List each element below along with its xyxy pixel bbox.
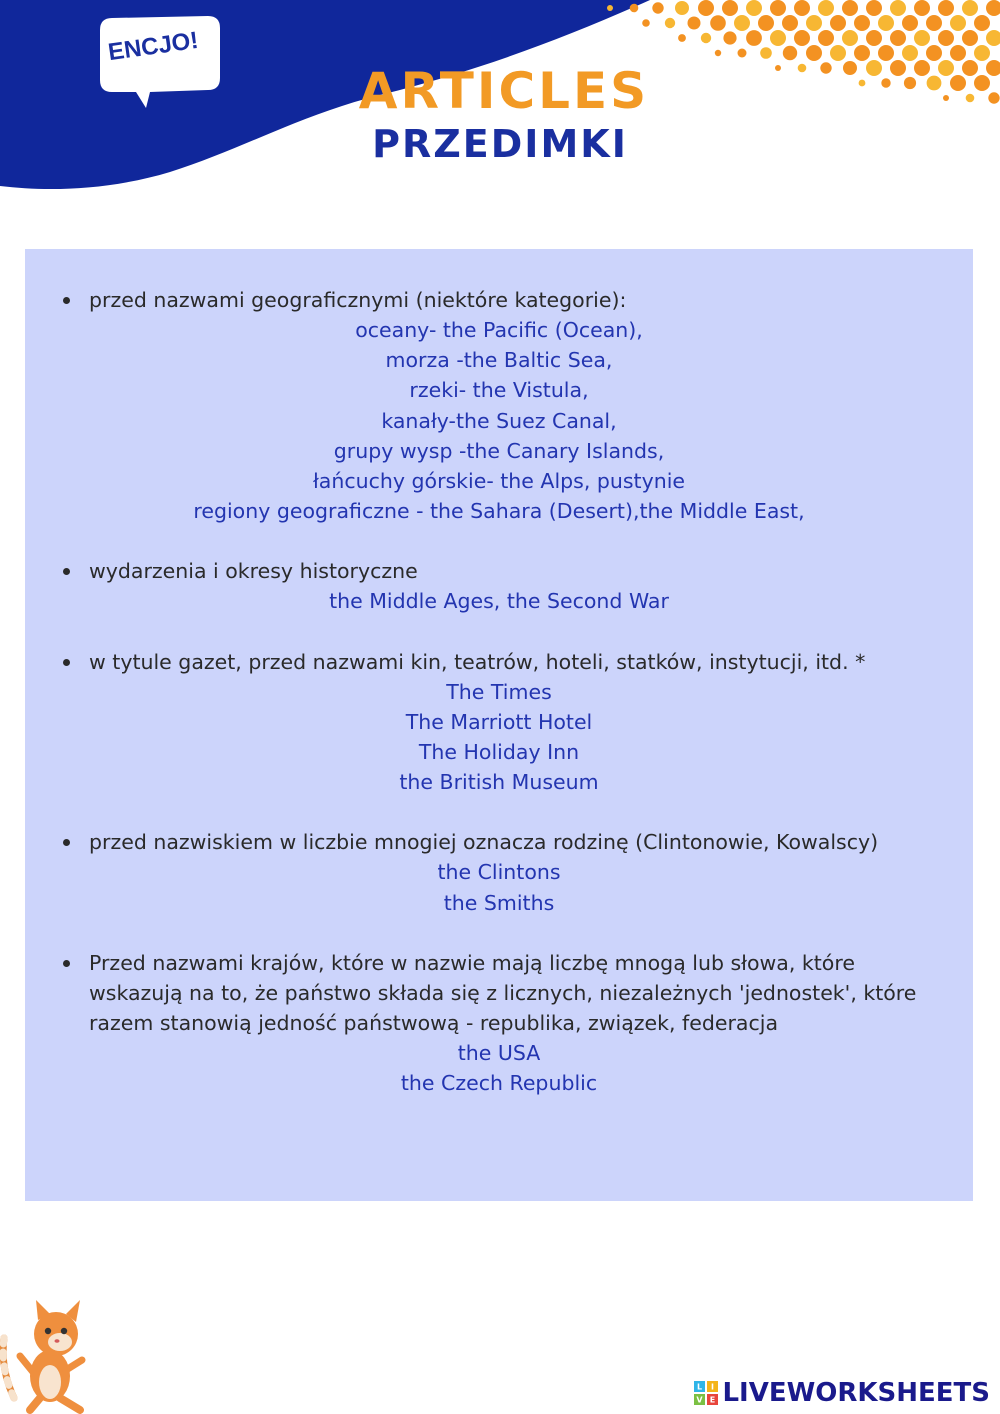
orange-dot bbox=[830, 15, 846, 31]
orange-dot bbox=[760, 47, 772, 59]
orange-dot bbox=[806, 45, 822, 61]
orange-dot bbox=[890, 0, 906, 16]
orange-dot bbox=[701, 33, 711, 43]
orange-dot bbox=[830, 45, 846, 61]
orange-dot bbox=[950, 45, 966, 61]
orange-dot bbox=[974, 15, 990, 31]
orange-dot bbox=[866, 0, 882, 16]
orange-dot bbox=[986, 30, 1000, 46]
orange-dot bbox=[794, 30, 810, 46]
orange-dot bbox=[715, 50, 721, 56]
orange-dot bbox=[688, 17, 701, 30]
orange-dot bbox=[962, 0, 978, 16]
orange-dot bbox=[878, 15, 894, 31]
example-line: morza -the Baltic Sea, bbox=[385, 348, 613, 373]
footer-brand bbox=[694, 1378, 990, 1408]
example-line: łańcuchy górskie- the Alps, pustynie bbox=[312, 469, 686, 494]
example-line: the Czech Republic bbox=[400, 1071, 598, 1096]
example-line: grupy wysp -the Canary Islands, bbox=[333, 438, 665, 463]
example-line: The Times bbox=[446, 679, 552, 704]
orange-dot bbox=[770, 30, 786, 46]
orange-dot bbox=[854, 15, 870, 31]
orange-dot bbox=[878, 45, 894, 61]
orange-dot bbox=[842, 30, 858, 46]
orange-dot bbox=[746, 30, 762, 46]
content-panel bbox=[25, 249, 973, 1201]
section-heading: Przed nazwami krajów, które w nazwie mają liczbę mnogą lub słowa, które wskazują na to, że państwo składa się z licznych, niezależnych 'jednostek', które razem stanowią jedność państwową - republika, związek, federacja bbox=[63, 948, 949, 1038]
logo-text: ENCJO! bbox=[106, 26, 201, 67]
orange-dot bbox=[758, 15, 774, 31]
orange-dot bbox=[866, 30, 882, 46]
orange-dot bbox=[710, 15, 726, 31]
example-line: rzeki- the Vistula, bbox=[409, 378, 589, 403]
page-title: ARTICLES bbox=[358, 62, 650, 120]
example-line: the Clintons bbox=[437, 860, 561, 885]
orange-dot bbox=[806, 15, 822, 31]
orange-dot bbox=[902, 15, 918, 31]
orange-dot bbox=[902, 45, 918, 61]
orange-dot bbox=[652, 2, 663, 13]
cat-illustration bbox=[0, 1298, 110, 1414]
section-historical bbox=[63, 556, 949, 616]
orange-dot bbox=[974, 45, 990, 61]
section-families bbox=[63, 827, 949, 917]
orange-dot bbox=[734, 15, 750, 31]
orange-dot bbox=[783, 46, 797, 60]
orange-dot bbox=[962, 30, 978, 46]
section-heading: w tytule gazet, przed nazwami kin, teatrów, hoteli, statków, instytucji, itd. * bbox=[63, 647, 949, 677]
orange-dot bbox=[770, 0, 786, 16]
section-geographic bbox=[63, 285, 949, 526]
orange-dot bbox=[665, 18, 675, 28]
orange-dot bbox=[630, 4, 639, 13]
orange-dot bbox=[738, 49, 747, 58]
orange-dot bbox=[782, 15, 798, 31]
example-line: oceany- the Pacific (Ocean), bbox=[355, 318, 643, 342]
section-countries bbox=[63, 948, 949, 1098]
orange-dot bbox=[818, 0, 834, 16]
page-subtitle: PRZEDIMKI bbox=[372, 122, 628, 166]
liveworksheets-icon bbox=[694, 1381, 718, 1405]
orange-dot bbox=[950, 15, 966, 31]
orange-dot bbox=[698, 0, 714, 16]
orange-dot bbox=[914, 30, 930, 46]
orange-dot bbox=[842, 0, 858, 16]
orange-dot bbox=[986, 0, 1000, 16]
orange-dot bbox=[914, 0, 930, 16]
example-line: regiony geograficzne - the Sahara (Desert),the Middle East, bbox=[193, 499, 805, 524]
section-titles bbox=[63, 647, 949, 798]
icon-letter: I bbox=[711, 1382, 715, 1392]
example-line: the Smiths bbox=[443, 890, 555, 915]
orange-dot bbox=[938, 30, 954, 46]
orange-dot bbox=[607, 5, 613, 11]
icon-letter: E bbox=[710, 1395, 716, 1405]
icon-letter: L bbox=[697, 1382, 703, 1392]
orange-dot bbox=[675, 1, 689, 15]
orange-dot bbox=[938, 0, 954, 16]
orange-dot bbox=[746, 0, 762, 16]
orange-dot bbox=[678, 34, 686, 42]
example-line: the USA bbox=[457, 1040, 541, 1065]
section-heading: przed nazwami geograficznymi (niektóre kategorie): bbox=[63, 285, 949, 315]
example-line: The Marriott Hotel bbox=[405, 709, 593, 734]
orange-dot bbox=[642, 19, 650, 27]
orange-dot bbox=[854, 45, 870, 61]
orange-dot bbox=[722, 0, 738, 16]
section-heading: wydarzenia i okresy historyczne bbox=[63, 556, 949, 586]
orange-dot bbox=[723, 31, 736, 44]
orange-dot bbox=[926, 15, 942, 31]
orange-dot bbox=[794, 0, 810, 16]
icon-letter: V bbox=[696, 1395, 704, 1405]
example-line: the Middle Ages, the Second War bbox=[329, 589, 669, 614]
example-line: kanały-the Suez Canal, bbox=[381, 408, 617, 433]
example-line: The Holiday Inn bbox=[418, 740, 580, 765]
section-heading: przed nazwiskiem w liczbie mnogiej oznacza rodzinę (Clintonowie, Kowalscy) bbox=[63, 827, 949, 857]
orange-dot bbox=[818, 30, 834, 46]
orange-dot bbox=[926, 45, 942, 61]
footer-brand-text: LIVEWORKSHEETS bbox=[722, 1378, 990, 1408]
orange-dot bbox=[890, 30, 906, 46]
example-line: the British Museum bbox=[399, 770, 599, 795]
